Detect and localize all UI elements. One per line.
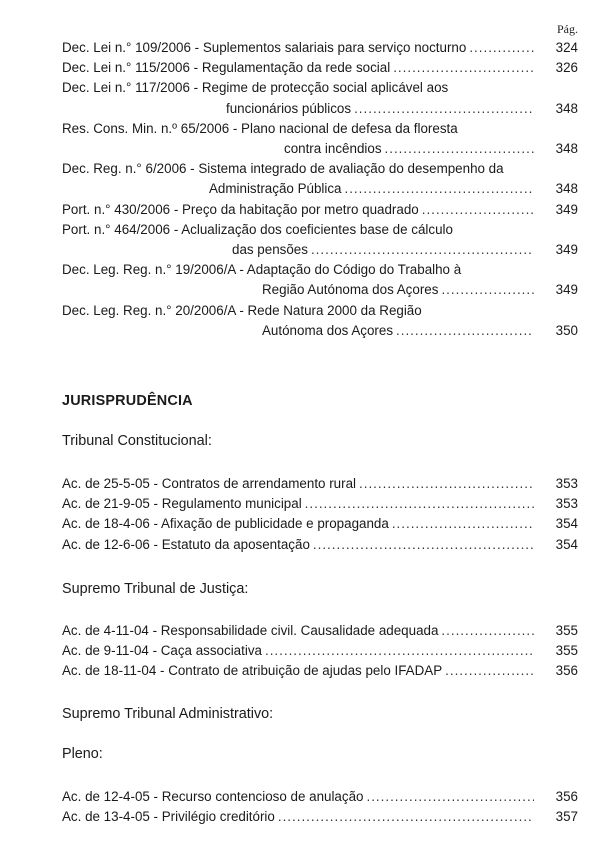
- toc-entry-title: Ac. de 21-9-05 - Regulamento municipal: [62, 496, 302, 512]
- dot-leader: [385, 139, 534, 159]
- toc-page-number: 355: [555, 643, 578, 659]
- dot-leader: [366, 787, 534, 807]
- toc-entry-continuation: Administração Pública: [209, 181, 342, 197]
- dot-leader: [441, 621, 534, 641]
- toc-page-number: 324: [555, 40, 578, 55]
- dot-leader: [359, 474, 534, 494]
- toc-entry: [62, 301, 578, 341]
- toc-entry: [62, 260, 578, 300]
- dot-leader: [265, 641, 534, 661]
- toc-entry: [62, 661, 578, 681]
- dot-leader: [392, 514, 534, 534]
- toc-entry-title: Dec. Reg. n.° 6/2006 - Sistema integrado de avaliação do desempenho da: [62, 161, 504, 177]
- toc-entry-title: Port. n.° 464/2006 - Aclualização dos coeficientes base de cálculo: [62, 221, 453, 237]
- toc-page-number: 349: [555, 201, 578, 217]
- toc-page-number: 349: [555, 242, 578, 258]
- toc-entry-title: Dec. Lei n.° 109/2006 - Suplementos salariais para serviço nocturno: [62, 40, 467, 55]
- toc-entry: [62, 807, 578, 827]
- legislation-toc: [62, 38, 578, 341]
- toc-entry: [62, 535, 578, 555]
- toc-page-number: 355: [555, 623, 578, 638]
- dot-leader: [441, 280, 534, 300]
- toc-entry-title: Ac. de 4-11-04 - Responsabilidade civil. Causalidade adequada: [62, 623, 439, 638]
- toc-page-number: 326: [555, 60, 578, 76]
- toc-entry: [62, 621, 578, 641]
- dot-leader: [305, 494, 534, 514]
- toc-page-number: 349: [555, 282, 578, 298]
- toc-entry: [62, 159, 578, 199]
- supremo-justica-list: [62, 621, 578, 682]
- toc-entry-title: Res. Cons. Min. n.º 65/2006 - Plano nacional de defesa da floresta: [62, 120, 458, 136]
- toc-entry: [62, 494, 578, 514]
- toc-entry: [62, 78, 578, 118]
- toc-entry-continuation: Região Autónoma dos Açores: [262, 282, 439, 298]
- toc-entry: [62, 38, 578, 58]
- toc-page-number: 350: [555, 322, 578, 338]
- toc-entry-title: Ac. de 13-4-05 - Privilégio creditório: [62, 809, 275, 825]
- toc-entry: [62, 787, 578, 807]
- dot-leader: [354, 99, 534, 119]
- toc-entry-title: Ac. de 18-11-04 - Contrato de atribuição de ajudas pelo IFADAP: [62, 663, 443, 679]
- dot-leader: [278, 807, 534, 827]
- toc-page-number: 354: [555, 516, 578, 532]
- page-column-label: Pág.: [557, 22, 578, 36]
- dot-leader: [422, 200, 534, 220]
- dot-leader: [393, 58, 534, 78]
- section-heading-jurisprudencia: JURISPRUDÊNCIA: [62, 393, 193, 409]
- subheading-pleno: Pleno:: [62, 746, 103, 762]
- dot-leader: [313, 535, 534, 555]
- toc-entry: [62, 119, 578, 159]
- toc-entry-title: Ac. de 18-4-06 - Afixação de publicidade e propaganda: [62, 516, 389, 532]
- dot-leader: [469, 38, 534, 58]
- toc-entry-title: Dec. Lei n.° 117/2006 - Regime de protecção social aplicável aos: [62, 80, 449, 96]
- toc-page-number: 353: [555, 476, 578, 491]
- subheading-supremo-tribunal-justica: Supremo Tribunal de Justiça:: [62, 581, 249, 597]
- toc-page-number: 353: [555, 496, 578, 512]
- dot-leader: [344, 179, 534, 199]
- toc-entry: [62, 220, 578, 260]
- toc-entry: [62, 200, 578, 220]
- toc-entry-title: Ac. de 12-6-06 - Estatuto da aposentação: [62, 536, 310, 552]
- toc-entry-continuation: contra incêndios: [284, 141, 382, 157]
- supremo-administrativo-list: [62, 787, 578, 827]
- tribunal-constitucional-list: [62, 474, 578, 555]
- toc-entry-title: Port. n.° 430/2006 - Preço da habitação por metro quadrado: [62, 201, 419, 217]
- toc-page-number: 356: [555, 663, 578, 679]
- subheading-tribunal-constitucional: Tribunal Constitucional:: [62, 433, 212, 449]
- toc-entry: [62, 514, 578, 534]
- subheading-supremo-tribunal-administrativo: Supremo Tribunal Administrativo:: [62, 706, 274, 722]
- toc-entry: [62, 641, 578, 661]
- toc-entry-title: Ac. de 9-11-04 - Caça associativa: [62, 643, 262, 659]
- toc-page-number: 348: [555, 100, 578, 116]
- toc-entry-continuation: Autónoma dos Açores: [262, 322, 394, 338]
- toc-entry: [62, 58, 578, 78]
- toc-entry-title: Dec. Leg. Reg. n.° 19/2006/A - Adaptação do Código do Trabalho à: [62, 262, 462, 278]
- toc-entry-title: Dec. Leg. Reg. n.° 20/2006/A - Rede Natura 2000 da Região: [62, 302, 422, 318]
- toc-entry: [62, 474, 578, 494]
- toc-entry-continuation: das pensões: [232, 242, 308, 258]
- toc-entry-title: Dec. Lei n.° 115/2006 - Regulamentação da rede social: [62, 60, 391, 76]
- dot-leader: [445, 661, 534, 681]
- toc-page-number: 356: [555, 789, 578, 804]
- toc-entry-title: Ac. de 25-5-05 - Contratos de arrendamento rural: [62, 476, 357, 491]
- toc-entry-title: Ac. de 12-4-05 - Recurso contencioso de anulação: [62, 789, 364, 804]
- toc-entry-continuation: funcionários públicos: [226, 100, 352, 116]
- dot-leader: [311, 240, 534, 260]
- toc-page-number: 348: [555, 141, 578, 157]
- toc-page-number: 348: [555, 181, 578, 197]
- dot-leader: [396, 321, 534, 341]
- toc-page-number: 354: [555, 536, 578, 552]
- toc-page-number: 357: [555, 809, 578, 825]
